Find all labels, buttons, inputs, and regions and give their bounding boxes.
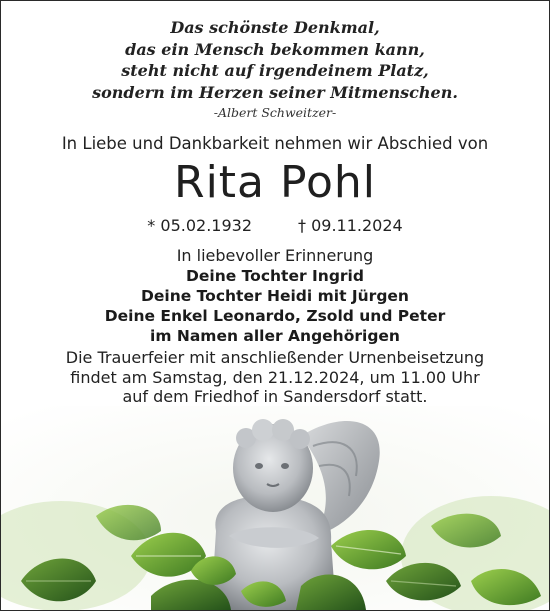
mourner-entry: im Namen aller Angehörigen [150, 327, 400, 345]
angel-ivy-image [1, 406, 549, 610]
funeral-info-line: findet am Samstag, den 21.12.2024, um 11.00 Uhr [70, 367, 480, 387]
mourner-entry: Deine Tochter Heidi mit Jürgen [141, 287, 409, 305]
mourner-entry: Deine Enkel Leonardo, Zsold und Peter [104, 307, 446, 325]
farewell-line: In Liebe und Dankbarkeit nehmen wir Abschied von [61, 134, 489, 153]
life-dates [1, 216, 549, 235]
deceased-name: Rita Pohl [174, 157, 376, 208]
funeral-info-line: auf dem Friedhof in Sandersdorf statt. [122, 387, 428, 406]
mourner-entry: Deine Tochter Ingrid [186, 267, 364, 285]
quote-line: sondern im Herzen seiner Mitmenschen. [92, 82, 458, 102]
quote-line: Das schönste Denkmal, [170, 18, 380, 37]
quote-line: steht nicht auf irgendeinem Platz, [121, 61, 429, 80]
death-date: † 09.11.2024 [298, 216, 403, 235]
birth-date: * 05.02.1932 [147, 216, 252, 235]
funeral-info-line: Die Trauerfeier mit anschließender Urnenbeisetzung [65, 348, 485, 367]
quote-line: das ein Mensch bekommen kann, [125, 39, 425, 59]
quote-author: -Albert Schweitzer- [213, 105, 337, 120]
mourners-list [1, 266, 549, 346]
memory-line: In liebevoller Erinnerung [176, 246, 374, 265]
funeral-info [1, 348, 549, 407]
memorial-quote [1, 17, 549, 103]
